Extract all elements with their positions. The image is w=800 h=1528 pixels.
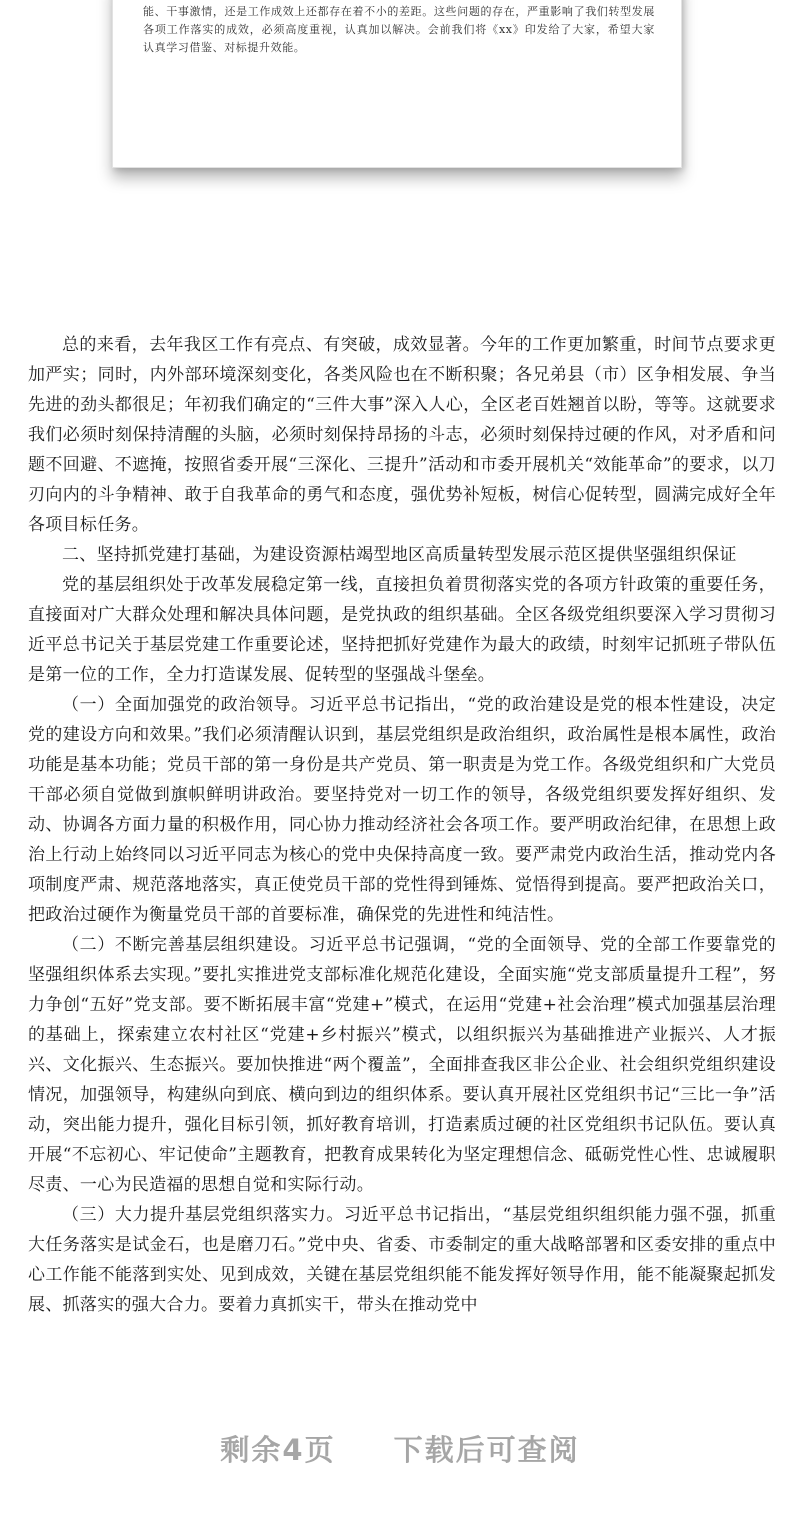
download-prompt[interactable] (0, 1425, 800, 1475)
previous-page-preview (112, 0, 682, 168)
section-heading-2: 二、坚持抓党建打基础，为建设资源枯竭型地区高质量转型发展示范区提供坚强组织保证 (62, 545, 737, 565)
paragraph-implementation: （三）大力提升基层党组织落实力。习近平总书记指出，“基层党组织组织能力强不强，抓重大任务落实是试金石，也是磨刀石。”党中央、省委、市委制定的重大战略部署和区委安排的重点中心工作能不能落到实处、见到成效，关键在基层党组织能不能发挥好领导作用，能不能凝聚起抓发展、抓落实的强大合力。要着力真抓实干，带头在推动党中 (28, 1205, 776, 1315)
paragraph-party-intro: 党的基层组织处于改革发展稳定第一线，直接担负着贯彻落实党的各项方针政策的重要任务，直接面对广大群众处理和解决具体问题，是党执政的组织基础。全区各级党组织要深入学习贯彻习近平总书记关于基层党建工作重要论述，坚持把抓好党建作为最大的政绩，时刻牢记抓班子带队伍是第一位的工作，全力打造谋发展、促转型的坚强战斗堡垒。 (28, 575, 776, 685)
paragraph-summary: 总的来看，去年我区工作有亮点、有突破，成效显著。今年的工作更加繁重，时间节点要求更加严实；同时，内外部环境深刻变化，各类风险也在不断积聚；各兄弟县（市）区争相发展、争当先进的劲头都很足；年初我们确定的“三件大事”深入人心，全区老百姓翘首以盼，等等。这就要求我们必须时刻保持清醒的头脑，必须时刻保持昂扬的斗志，必须时刻保持过硬的作风，对矛盾和问题不回避、不遮掩，按照省委开展“三深化、三提升”活动和市委开展机关“效能革命”的要求，以刀刃向内的斗争精神、敢于自我革命的勇气和态度，强优势补短板，树信心促转型，圆满完成好全年各项目标任务。 (28, 335, 776, 535)
paragraph-organization-building: （二）不断完善基层组织建设。习近平总书记强调，“党的全面领导、党的全部工作要靠党的坚强组织体系去实现。”要扎实推进党支部标准化规范化建设，全面实施“党支部质量提升工程”，努力争创“五好”党支部。要不断拓展丰富“党建+”模式，在运用“党建+社会治理”模式加强基层治理的基础上，探索建立农村社区“党建+乡村振兴”模式，以组织振兴为基础推进产业振兴、人才振兴、文化振兴、生态振兴。要加快推进“两个覆盖”，全面排查我区非公企业、社会组织党组织建设情况，加强领导，构建纵向到底、横向到边的组织体系。要认真开展社区党组织书记“三比一争”活动，突出能力提升，强化目标引领，抓好教育培训，打造素质过硬的社区党组织书记队伍。要认真开展“不忘初心、牢记使命”主题教育，把教育成果转化为坚定理想信念、砥砺党性心性、忠诚履职尽责、一心为民造福的思想自觉和实际行动。 (28, 935, 776, 1195)
preview-page-text: 能、干事激情，还是工作成效上还都存在着不小的差距。这些问题的存在，严重影响了我们转型发展各项工作落实的成效，必须高度重视，认真加以解决。会前我们将《xx》印发给了大家，希望大家认真学习借鉴、对标提升效能。 (143, 5, 655, 54)
paragraph-political-leadership: （一）全面加强党的政治领导。习近平总书记指出，“党的政治建设是党的根本性建设，决定党的建设方向和效果。”我们必须清醒认识到，基层党组织是政治组织，政治属性是根本属性，政治功能是基本功能；党员干部的第一身份是共产党员、第一职责是为党工作。各级党组织和广大党员干部必须自觉做到旗帜鲜明讲政治。要坚持党对一切工作的领导，各级党组织要发挥好组织、发动、协调各方面力量的积极作用，同心协力推动经济社会各项工作。要严明政治纪律，在思想上政治上行动上始终同以习近平同志为核心的党中央保持高度一致。要严肃党内政治生活，推动党内各项制度严肃、规范落地落实，真正使党员干部的党性得到锤炼、觉悟得到提高。要严把政治关口，把政治过硬作为衡量党员干部的首要标准，确保党的先进性和纯洁性。 (28, 695, 776, 925)
document-body (28, 330, 776, 1320)
download-hint-label[interactable]: 下载后可查阅 (393, 1433, 580, 1467)
remaining-pages-label[interactable]: 剩余4页 (220, 1433, 336, 1467)
